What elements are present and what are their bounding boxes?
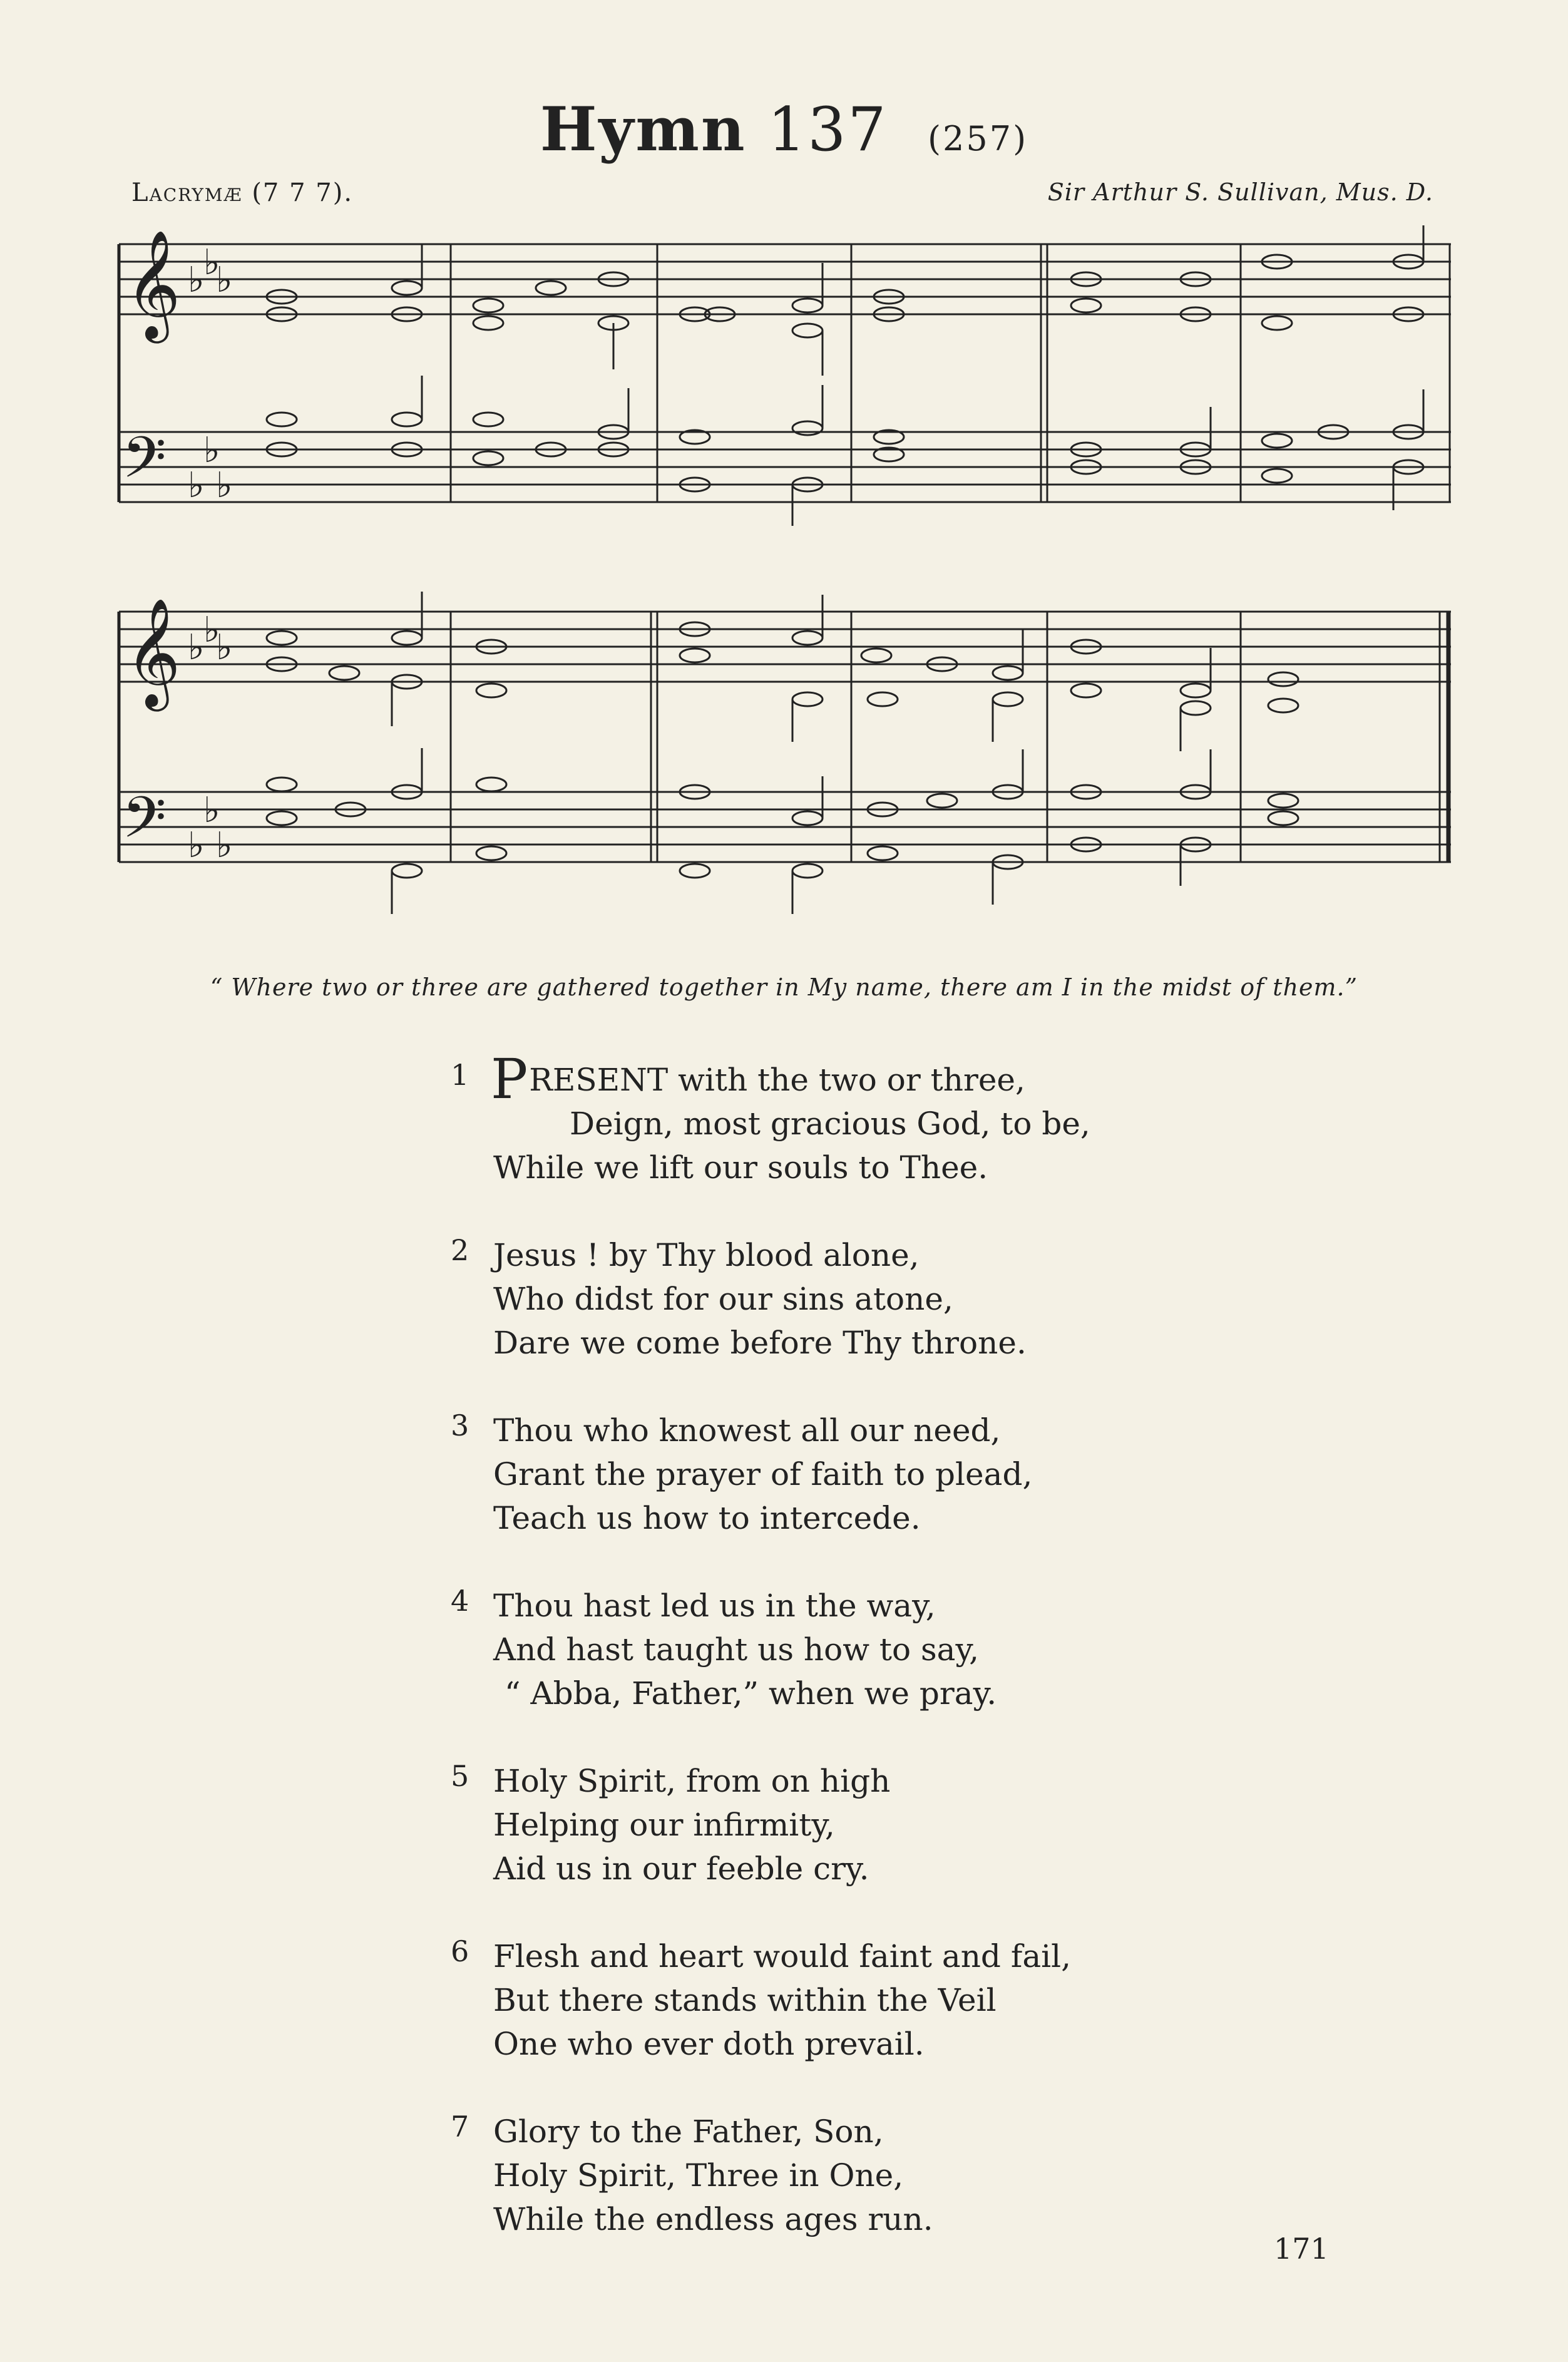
- verse-number: 4: [451, 1584, 469, 1618]
- verse-line: Who didst for our sins atone,: [493, 1281, 953, 1317]
- svg-text:♭: ♭: [216, 627, 233, 668]
- verse-number: 5: [451, 1759, 469, 1793]
- svg-text:♭: ♭: [216, 260, 233, 300]
- scripture-epigraph: “ Where two or three are gathered together in My name, there am I in the midst of them.”: [210, 973, 1358, 1001]
- verse-number: 2: [451, 1233, 469, 1267]
- svg-text:♭: ♭: [203, 790, 220, 831]
- verse-line: Aid us in our feeble cry.: [493, 1851, 869, 1887]
- verse-line: Teach us how to intercede.: [493, 1500, 921, 1536]
- music-system-1: [0, 225, 1568, 538]
- hymn-title: [0, 94, 1568, 165]
- tune-name: Lacrymæ (7 7 7).: [131, 178, 354, 207]
- verse-line: [491, 1047, 1090, 1111]
- svg-text:♭: ♭: [188, 627, 205, 668]
- svg-text:♭: ♭: [203, 610, 220, 650]
- svg-text:♭: ♭: [188, 465, 205, 506]
- verse-number: 7: [451, 2110, 469, 2144]
- svg-text:♭: ♭: [188, 260, 205, 300]
- verse-number: 6: [451, 1934, 469, 1968]
- verse-line: Helping our infirmity,: [493, 1807, 835, 1843]
- verse-line: Deign, most gracious God, to be,: [570, 1106, 1090, 1142]
- verse-line: Flesh and heart would faint and fail,: [493, 1938, 1072, 1974]
- svg-text:♭: ♭: [216, 465, 233, 506]
- drop-cap: P: [491, 1047, 528, 1111]
- verse-5: [451, 1759, 1090, 1891]
- verse-line: But there stands within the Veil: [493, 1982, 997, 2018]
- svg-text:♭: ♭: [188, 825, 205, 866]
- verse-line: Thou hast led us in the way,: [493, 1588, 936, 1624]
- svg-text:𝄞: 𝄞: [125, 230, 181, 339]
- hymn-number: 137: [767, 95, 888, 165]
- alt-hymn-number: (257): [927, 119, 1028, 158]
- verse-line: Dare we come before Thy throne.: [493, 1325, 1027, 1361]
- verse-line: While we lift our souls to Thee.: [493, 1149, 988, 1186]
- svg-text:𝄞: 𝄞: [125, 598, 181, 707]
- verse-line: “ Abba, Father,” when we pray.: [505, 1675, 997, 1712]
- verse-line: Glory to the Father, Son,: [493, 2113, 884, 2150]
- verse-line: While the endless ages run.: [493, 2201, 933, 2237]
- svg-text:𝄢: 𝄢: [122, 424, 167, 505]
- verse-2: [451, 1233, 1090, 1365]
- verse-number: 1: [451, 1058, 469, 1092]
- verses: [451, 1047, 1090, 2285]
- verse-line-text: RESENT with the two or three,: [529, 1062, 1025, 1098]
- verse-line: And hast taught us how to say,: [493, 1631, 979, 1668]
- verse-3: [451, 1409, 1090, 1540]
- svg-text:♭: ♭: [216, 825, 233, 866]
- verse-line: Jesus ! by Thy blood alone,: [493, 1237, 920, 1273]
- svg-text:♭: ♭: [203, 242, 220, 283]
- verse-line: Holy Spirit, from on high: [493, 1763, 891, 1799]
- svg-text:𝄢: 𝄢: [122, 784, 167, 865]
- hymn-word: Hymn: [540, 94, 747, 165]
- page-number: 171: [1274, 2232, 1329, 2266]
- music-system-2: [0, 585, 1568, 923]
- verse-6: [451, 1934, 1090, 2066]
- verse-line: Thou who knowest all our need,: [493, 1412, 1001, 1449]
- verse-line: Grant the prayer of faith to plead,: [493, 1456, 1033, 1492]
- verse-1: [451, 1047, 1090, 1189]
- verse-line: Holy Spirit, Three in One,: [493, 2157, 904, 2194]
- verse-line: One who ever doth prevail.: [493, 2026, 925, 2062]
- composer: Sir Arthur S. Sullivan, Mus. D.: [1047, 178, 1433, 206]
- verse-number: 3: [451, 1409, 469, 1442]
- verse-7: [451, 2110, 1090, 2241]
- svg-text:♭: ♭: [203, 430, 220, 471]
- verse-4: [451, 1584, 1090, 1715]
